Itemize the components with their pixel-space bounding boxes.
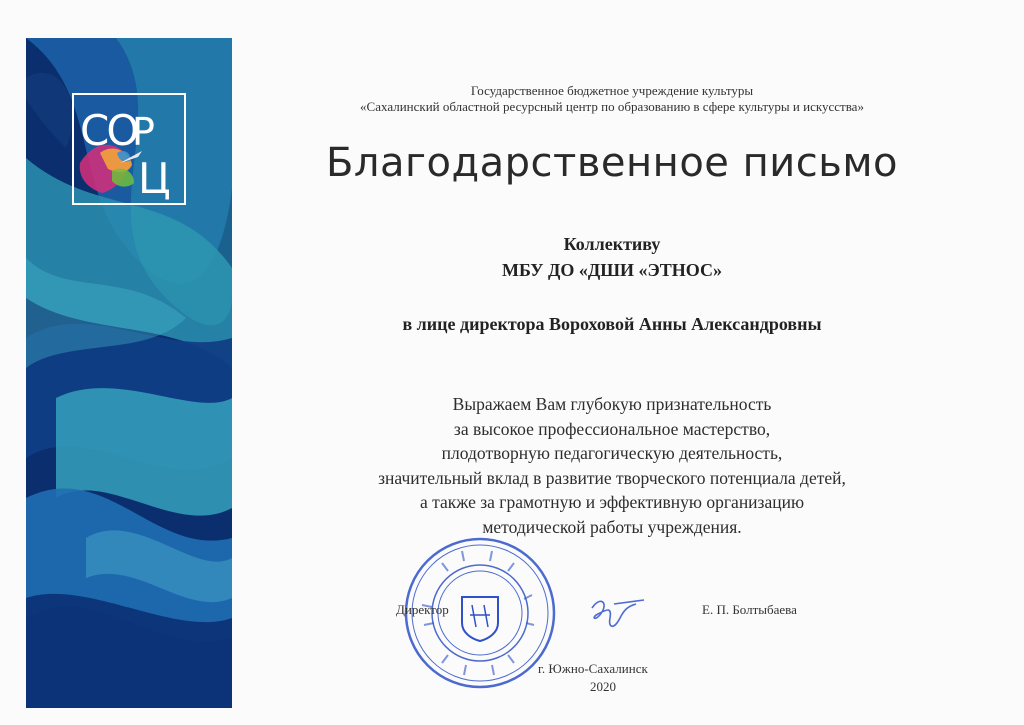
organization-line-1: Государственное бюджетное учреждение культуры (470, 83, 754, 98)
year: 2020 (590, 679, 616, 694)
svg-text:Р: Р (132, 110, 155, 154)
body-line: а также за грамотную и эффективную организацию (419, 492, 805, 512)
recipient-line-2: МБУ ДО «ДШИ «ЭТНОС» (502, 260, 722, 280)
body-line: значительный вклад в развитие творческого потенциала детей, (378, 467, 846, 488)
recipient-line-3: в лице директора Вороховой Анны Александровны (402, 314, 822, 334)
handwritten-signature (580, 588, 650, 638)
sorc-logo (72, 93, 186, 205)
body-line: Выражаем Вам глубокую признательность (452, 394, 772, 414)
signer-position: Директор (396, 602, 449, 617)
svg-text:СО: СО (80, 106, 137, 155)
body-line: за высокое профессиональное мастерство, (453, 418, 771, 439)
signer-name: Е. П. Болтыбаева (702, 602, 797, 617)
body-line: плодотворную педагогическую деятельность, (441, 443, 783, 463)
body-line: методической работы учреждения. (482, 516, 742, 537)
svg-text:Ц: Ц (138, 154, 171, 203)
gratitude-text (292, 392, 932, 539)
organization-line-2: «Сахалинский областной ресурсный центр по образованию в сфере культуры и искусства» (360, 99, 864, 114)
recipient-line-1: Коллективу (563, 234, 661, 254)
document-title: Благодарственное письмо (325, 140, 898, 186)
city: г. Южно-Сахалинск (538, 661, 648, 676)
